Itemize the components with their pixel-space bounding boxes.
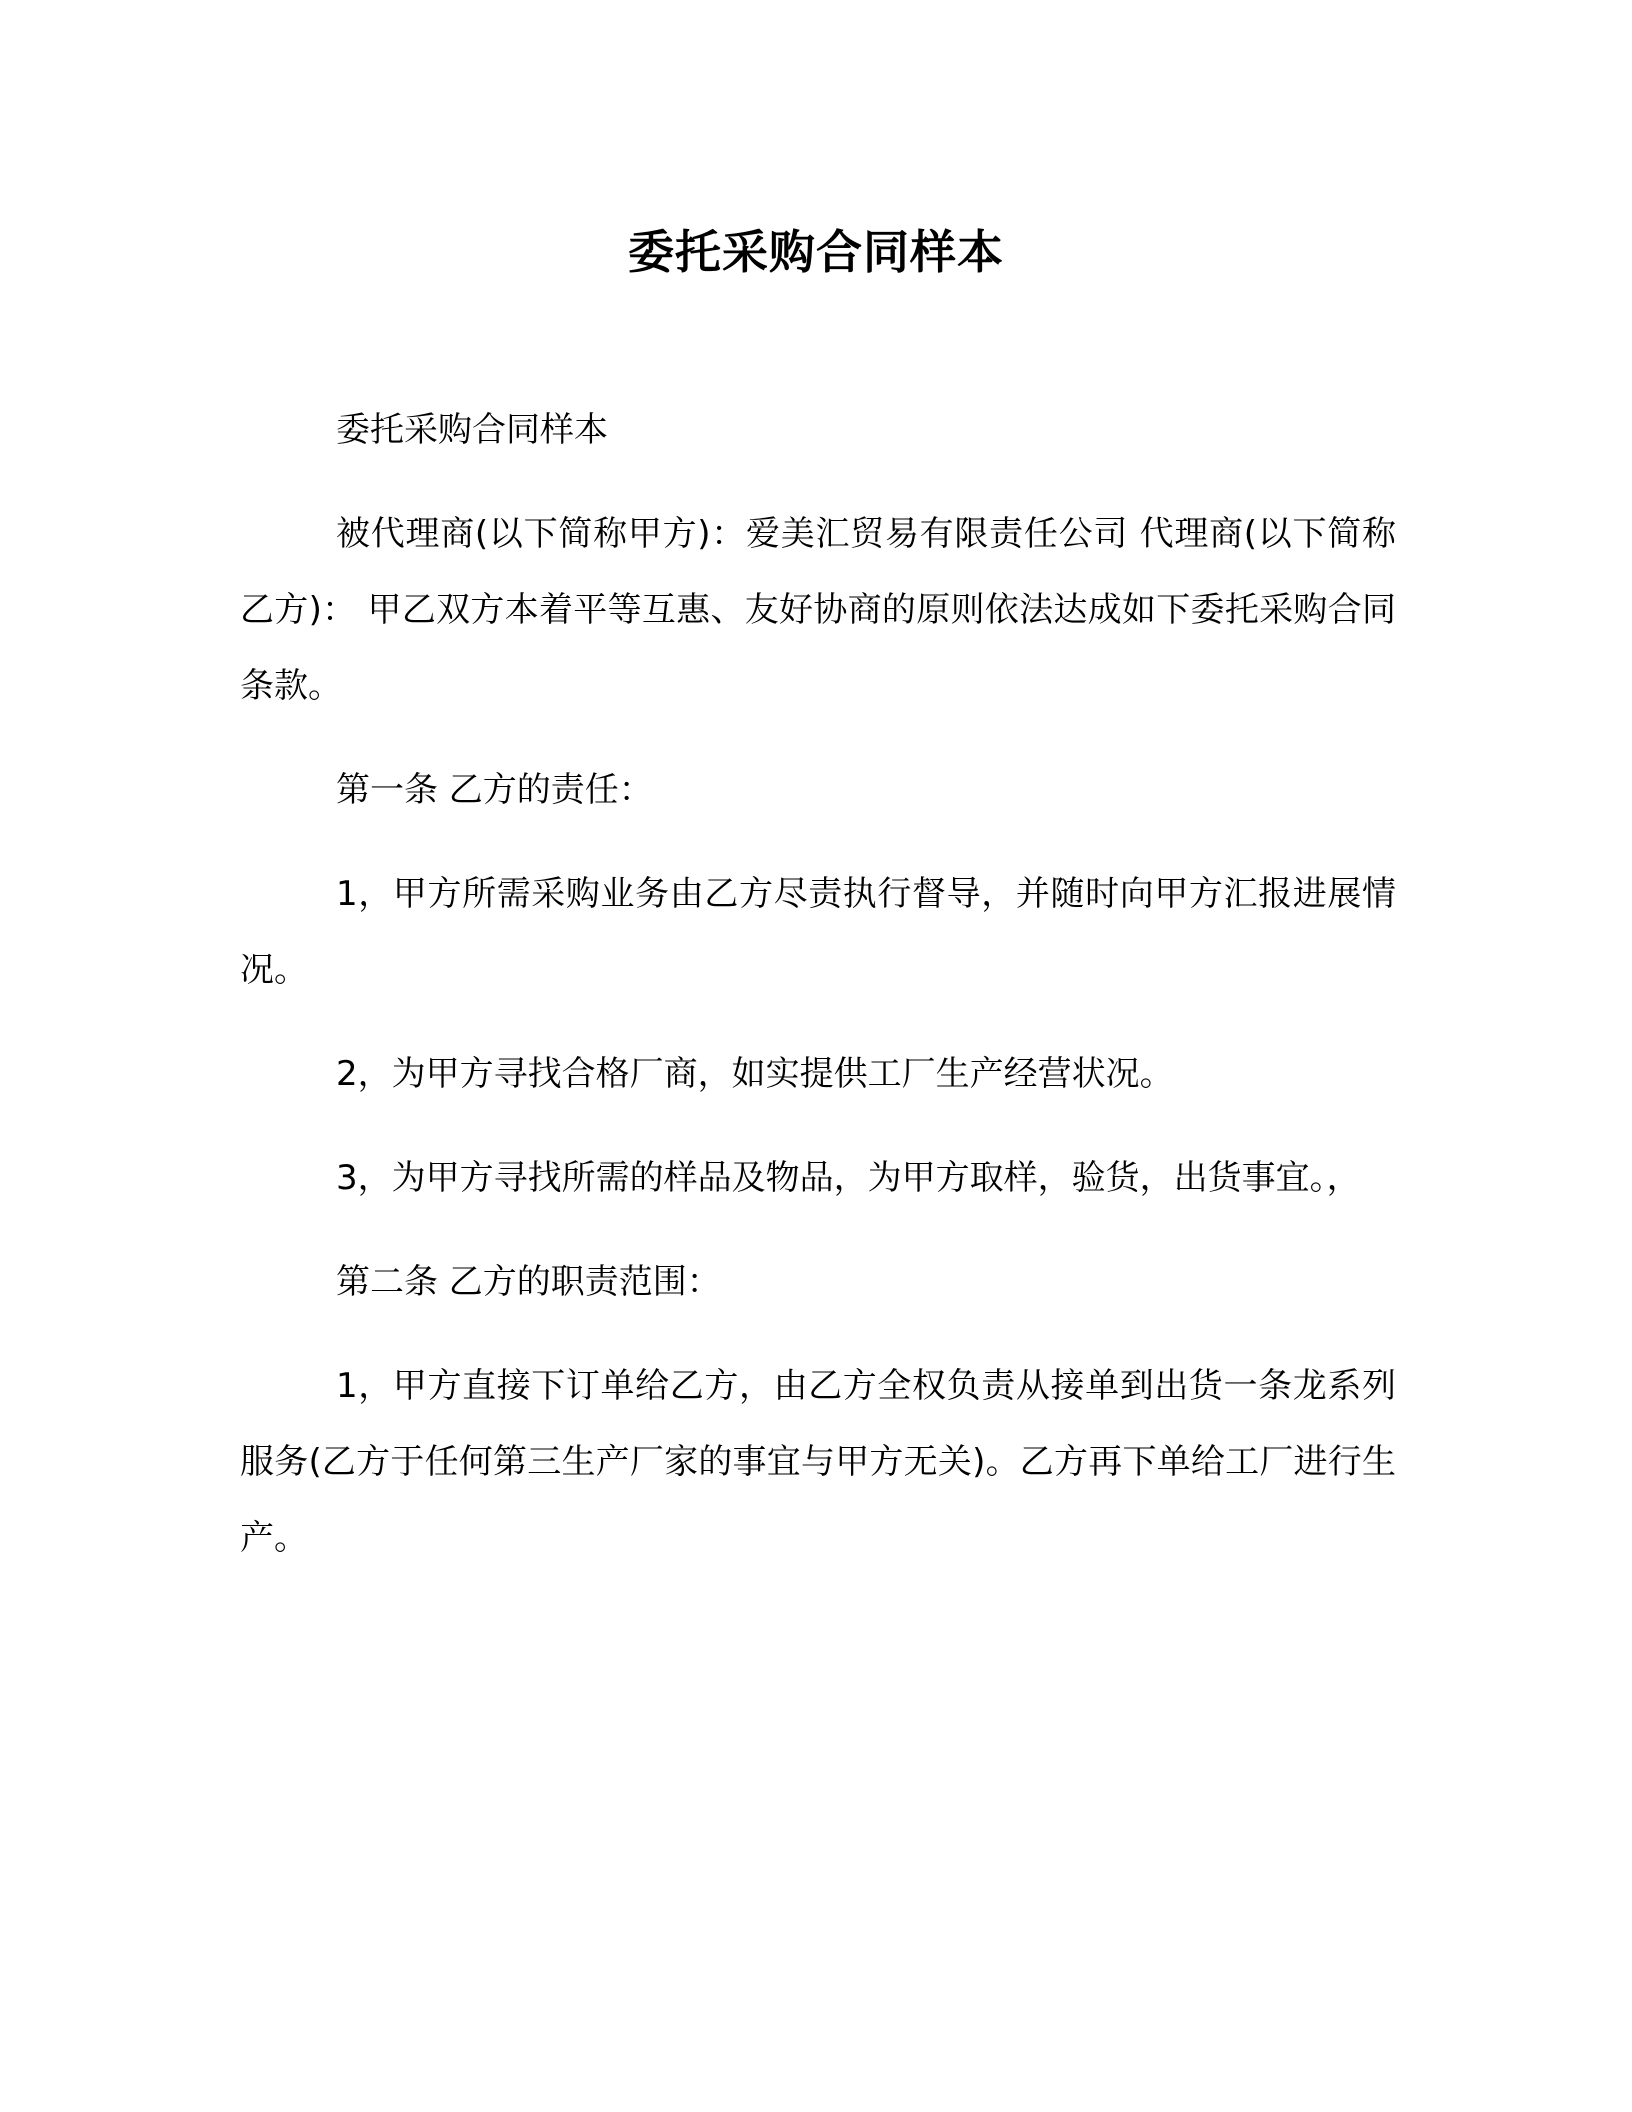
article-1-heading: 第一条 乙方的责任：	[336, 770, 653, 810]
article-1-item-3: 3，为甲方寻找所需的样品及物品，为甲方取样，验货，出货事宜。，	[336, 1158, 1361, 1198]
document-body	[240, 392, 1396, 1604]
article-1-item-2: 2，为甲方寻找合格厂商，如实提供工厂生产经营状况。	[336, 1054, 1174, 1094]
document-title: 委托采购合同样本	[628, 225, 1004, 279]
article-2-heading: 第二条 乙方的职责范围：	[336, 1262, 721, 1302]
article-2-item-1: 1，甲方直接下订单给乙方，由乙方全权负责从接单到出货一条龙系列服务(乙方于任何第三生产厂家的事宜与甲方无关)。乙方再下单给工厂进行生产。	[240, 1366, 1396, 1558]
article-1-item-1: 1，甲方所需采购业务由乙方尽责执行督导，并随时向甲方汇报进展情况。	[240, 874, 1396, 990]
paragraph-subtitle: 委托采购合同样本	[336, 410, 608, 450]
paragraph-parties: 被代理商(以下简称甲方)：爱美汇贸易有限责任公司 代理商(以下简称乙方)： 甲乙双方本着平等互惠、友好协商的原则依法达成如下委托采购合同条款。	[240, 514, 1396, 706]
